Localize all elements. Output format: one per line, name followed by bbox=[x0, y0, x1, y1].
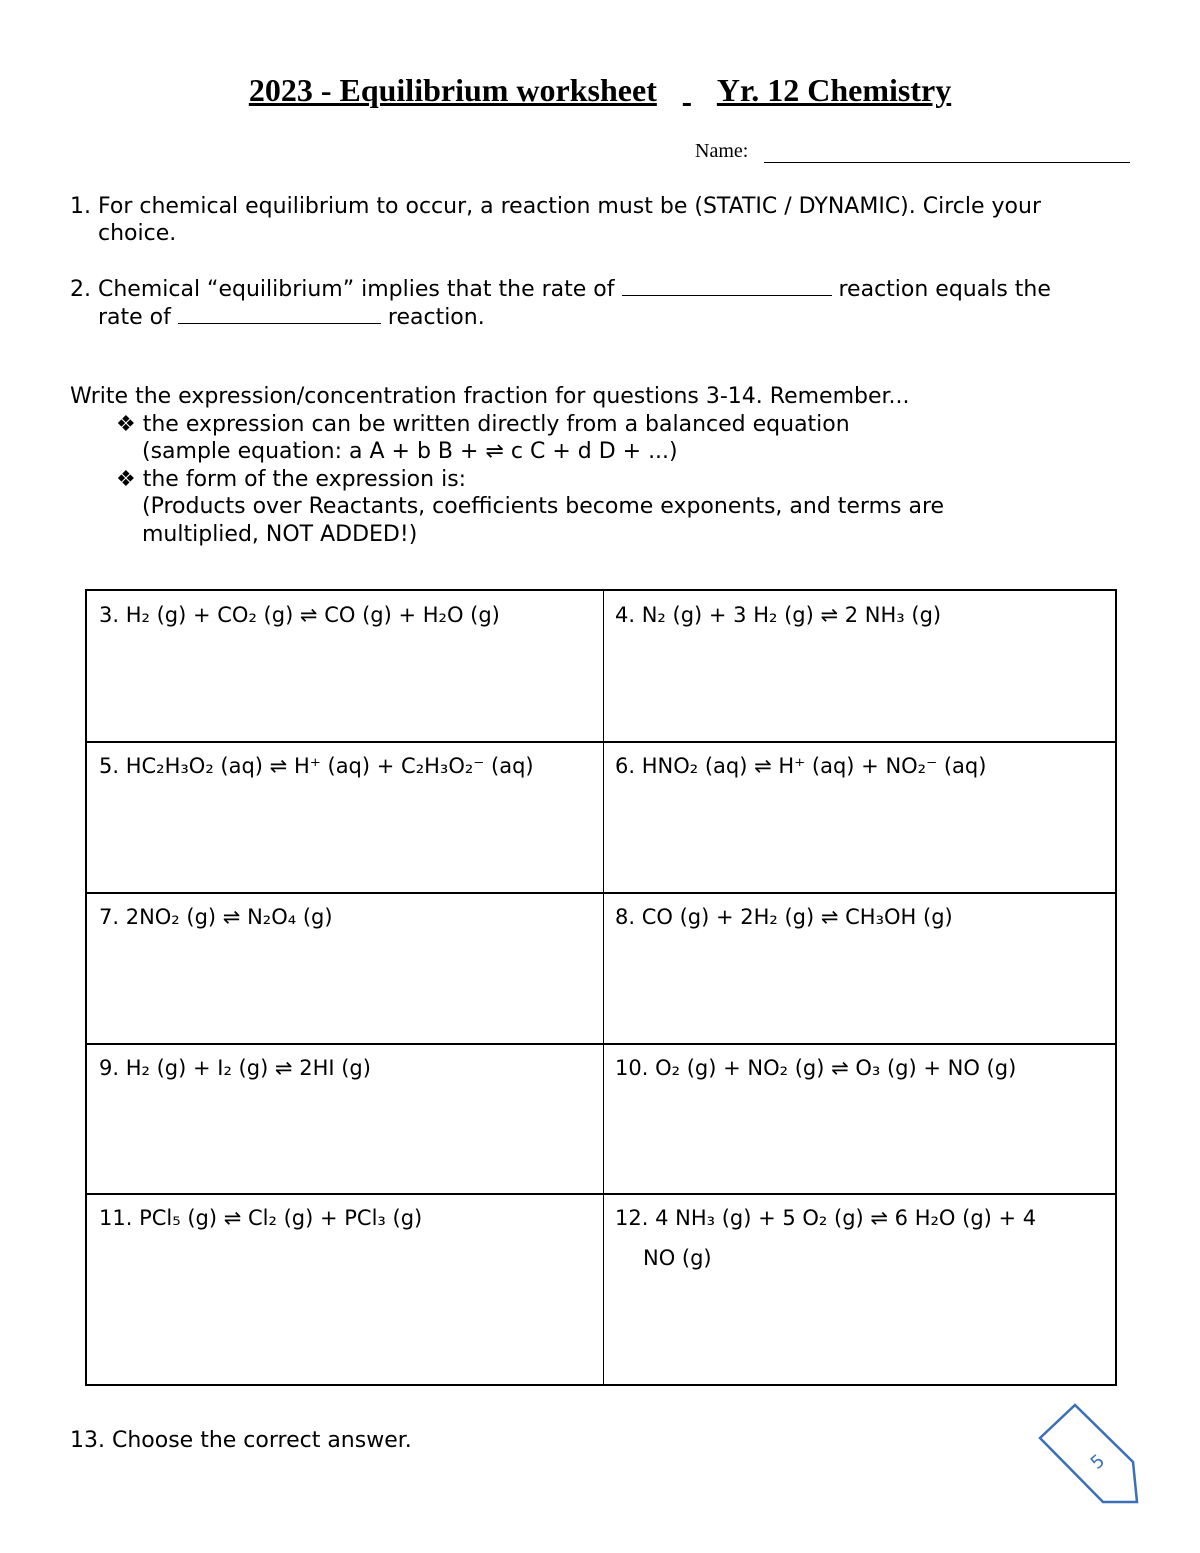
instructions bbox=[70, 383, 944, 548]
bullet-2: the form of the expression is: bbox=[142, 466, 467, 492]
equation-4: 4. N₂ (g) + 3 H₂ (g) ⇌ 2 NH₃ (g) bbox=[615, 603, 942, 627]
bullet-2-sub-2: multiplied, NOT ADDED!) bbox=[142, 521, 418, 547]
equation-10: 10. O₂ (g) + NO₂ (g) ⇌ O₃ (g) + NO (g) bbox=[615, 1056, 1017, 1080]
equation-5: 5. HC₂H₃O₂ (aq) ⇌ H⁺ (aq) + C₂H₃O₂⁻ (aq) bbox=[99, 754, 534, 778]
q2-blank-1[interactable] bbox=[622, 275, 832, 296]
question-2 bbox=[70, 275, 1051, 331]
answer-cell-3[interactable] bbox=[87, 591, 603, 741]
page-number-stamp bbox=[1035, 1400, 1145, 1510]
q2-text-3: rate of bbox=[98, 305, 171, 330]
diamond-bullet-icon: ❖ bbox=[116, 466, 136, 492]
answer-cell-10[interactable] bbox=[603, 1044, 1117, 1194]
stamp-outline bbox=[1040, 1405, 1137, 1502]
answer-cell-6[interactable] bbox=[603, 742, 1117, 892]
q2-blank-2[interactable] bbox=[178, 303, 381, 324]
answer-cell-4[interactable] bbox=[603, 591, 1117, 741]
equation-3: 3. H₂ (g) + CO₂ (g) ⇌ CO (g) + H₂O (g) bbox=[99, 603, 500, 627]
answer-cell-11[interactable] bbox=[87, 1194, 603, 1384]
title-right: Yr. 12 Chemistry bbox=[716, 72, 952, 108]
question-1 bbox=[70, 193, 1041, 247]
equation-8: 8. CO (g) + 2H₂ (g) ⇌ CH₃OH (g) bbox=[615, 905, 953, 929]
equation-12: 12. 4 NH₃ (g) + 5 O₂ (g) ⇌ 6 H₂O (g) + 4 bbox=[615, 1206, 1037, 1230]
equation-12-cont: NO (g) bbox=[643, 1246, 712, 1270]
q1-line1: 1. For chemical equilibrium to occur, a reaction must be (STATIC / DYNAMIC). Circle your bbox=[70, 194, 1041, 219]
answer-cell-7[interactable] bbox=[87, 893, 603, 1043]
page-title bbox=[0, 72, 1200, 109]
answer-cell-9[interactable] bbox=[87, 1044, 603, 1194]
answer-cell-5[interactable] bbox=[87, 742, 603, 892]
title-left: 2023 - Equilibrium worksheet bbox=[248, 72, 657, 108]
equation-9: 9. H₂ (g) + I₂ (g) ⇌ 2HI (g) bbox=[99, 1056, 371, 1080]
bullet-1-sub: (sample equation: a A + b B + ⇌ c C + d D + ...) bbox=[142, 439, 678, 464]
instructions-line: Write the expression/concentration fraction for questions 3-14. Remember... bbox=[70, 384, 910, 409]
stamp-number: 5 bbox=[1086, 1450, 1109, 1474]
answer-cell-8[interactable] bbox=[603, 893, 1117, 1043]
equation-table bbox=[85, 589, 1117, 1386]
diamond-bullet-icon: ❖ bbox=[116, 411, 136, 437]
q2-text-2: reaction equals the bbox=[838, 277, 1051, 302]
q1-line2: choice. bbox=[98, 221, 177, 246]
equation-11: 11. PCl₅ (g) ⇌ Cl₂ (g) + PCl₃ (g) bbox=[99, 1206, 423, 1230]
bullet-2-sub-1: (Products over Reactants, coefficients become exponents, and terms are bbox=[142, 494, 945, 519]
equation-6: 6. HNO₂ (aq) ⇌ H⁺ (aq) + NO₂⁻ (aq) bbox=[615, 754, 987, 778]
q2-text-4: reaction. bbox=[387, 305, 485, 330]
question-13: 13. Choose the correct answer. bbox=[70, 1428, 412, 1453]
answer-cell-12[interactable] bbox=[603, 1194, 1117, 1384]
name-field[interactable] bbox=[764, 162, 1130, 163]
equation-7: 7. 2NO₂ (g) ⇌ N₂O₄ (g) bbox=[99, 905, 333, 929]
q2-text-1: 2. Chemical “equilibrium” implies that the rate of bbox=[70, 277, 615, 302]
bullet-1: the expression can be written directly from a balanced equation bbox=[142, 411, 850, 437]
name-label: Name: bbox=[695, 140, 749, 162]
